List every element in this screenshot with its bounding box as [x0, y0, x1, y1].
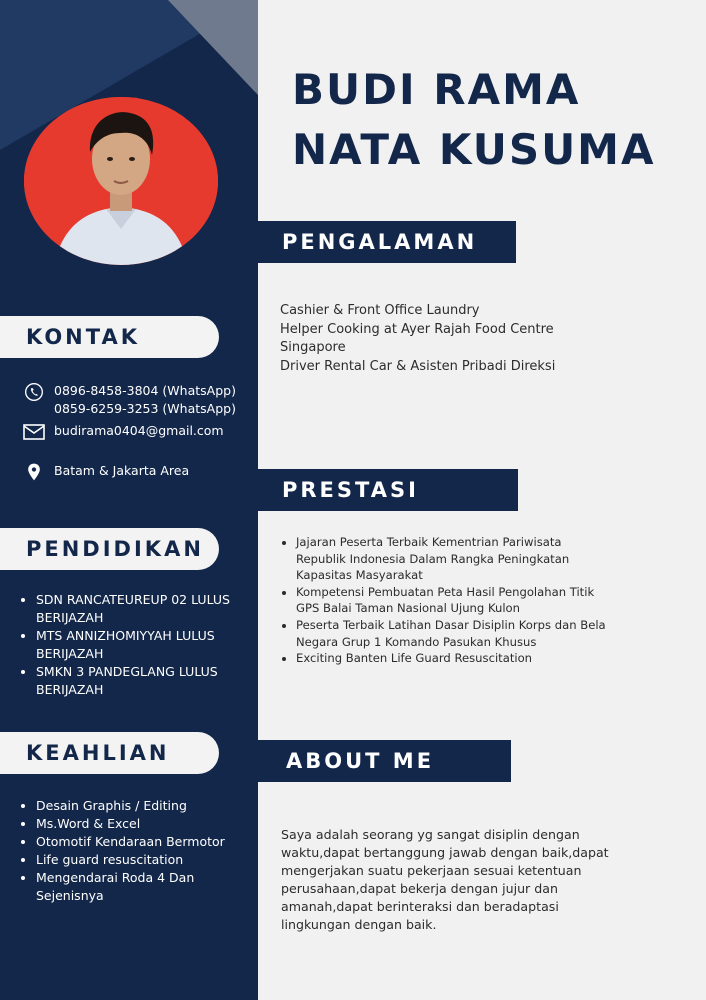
- experience-line: Cashier & Front Office Laundry: [280, 303, 480, 318]
- mail-icon: [22, 422, 46, 442]
- experience-line: Driver Rental Car & Asisten Pribadi Direksi: [280, 358, 556, 374]
- section-heading-kontak: KONTAK: [0, 316, 219, 358]
- skills-list: [20, 797, 251, 905]
- name-line-1: BUDI RAMA: [292, 65, 581, 114]
- list-item: • SMKN 3 PANDEGLANG LULUS BERIJAZAH: [36, 663, 251, 699]
- contact-location: [22, 462, 189, 482]
- contact-phone: [22, 382, 236, 418]
- phone-icon: [22, 382, 46, 402]
- decor-triangle-grey: [168, 0, 258, 95]
- location-text: Batam & Jakarta Area: [54, 463, 190, 478]
- phone-number-2: 0859-6259-3253 (WhatsApp): [54, 401, 236, 416]
- list-item: • Jajaran Peserta Terbaik Kementrian Pariwisata Republik Indonesia Dalam Rangka Peningkatan Kapasitas Masyarakat: [296, 534, 614, 584]
- list-item: • Otomotif Kendaraan Bermotor: [36, 833, 251, 851]
- about-line: mengerjakan suatu pekerjaan sesuai ketentuan: [281, 863, 582, 878]
- list-item: • Kompetensi Pembuatan Peta Hasil Pengolahan Titik GPS Balai Taman Nasional Ujung Kulon: [296, 584, 614, 617]
- section-heading-keahlian: KEAHLIAN: [0, 732, 219, 774]
- education-list: [20, 591, 251, 699]
- section-heading-pendidikan: PENDIDIKAN: [0, 528, 219, 570]
- section-heading-about: ABOUT ME: [258, 740, 511, 782]
- list-item: • Peserta Terbaik Latihan Dasar Disiplin Korps dan Bela Negara Grup 1 Komando Pasukan Khusus: [296, 617, 614, 650]
- experience-line: Helper Cooking at Ayer Rajah Food Centre: [280, 321, 554, 337]
- list-item: • Life guard resuscitation: [36, 851, 251, 869]
- list-item: • Exciting Banten Life Guard Resuscitation: [296, 650, 614, 667]
- email-address: budirama0404@gmail.com: [54, 423, 224, 438]
- list-item: • MTS ANNIZHOMIYYAH LULUS BERIJAZAH: [36, 627, 251, 663]
- phone-number-1: 0896-8458-3804 (WhatsApp): [54, 383, 236, 398]
- about-line: Saya adalah seorang yg sangat disiplin dengan: [281, 827, 580, 842]
- profile-photo: [24, 97, 218, 265]
- name-line-2: NATA KUSUMA: [292, 125, 656, 174]
- achievements-list: [280, 534, 614, 667]
- list-item: • Desain Graphis / Editing: [36, 797, 251, 815]
- person-name: [292, 60, 692, 180]
- section-heading-pengalaman: PENGALAMAN: [258, 221, 516, 263]
- about-line: lingkungan dengan baik.: [281, 917, 437, 932]
- about-line: perusahaan,dapat bekerja dengan jujur dan: [281, 881, 558, 896]
- contact-email: [22, 422, 224, 442]
- list-item: • Ms.Word & Excel: [36, 815, 251, 833]
- experience-list: [280, 302, 690, 376]
- about-line: amanah,dapat berinteraksi dan beradaptasi: [281, 899, 559, 914]
- section-heading-prestasi: PRESTASI: [258, 469, 518, 511]
- about-line: waktu,dapat bertanggung jawab dengan baik,dapat: [281, 845, 609, 860]
- experience-line: Singapore: [280, 340, 346, 355]
- list-item: • SDN RANCATEUREUP 02 LULUS BERIJAZAH: [36, 591, 251, 627]
- person-illustration: [24, 97, 218, 265]
- list-item: • Mengendarai Roda 4 Dan Sejenisnya: [36, 869, 251, 905]
- about-text: [281, 826, 611, 934]
- location-pin-icon: [22, 462, 46, 482]
